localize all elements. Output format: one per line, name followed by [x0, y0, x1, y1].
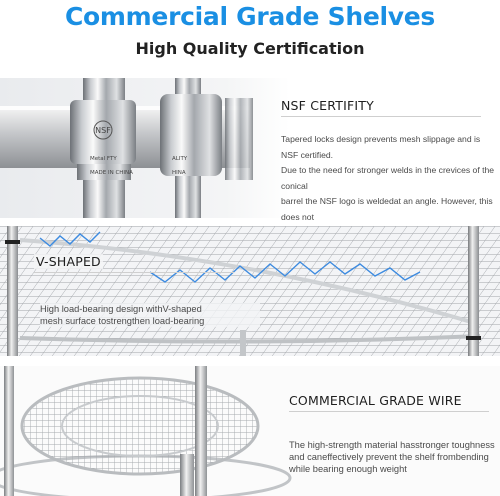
description-line: The high-strength material hasstronger toughness	[289, 440, 495, 450]
description-line: mesh surface tostrengthen load-bearing	[40, 316, 205, 326]
description-line: while bearing enough weight	[289, 464, 407, 474]
engraving-text: HINA	[172, 170, 186, 176]
description-line: Due to the need for stronger welds in the crevices of the conical	[281, 165, 495, 191]
section-title: V-SHAPED	[36, 254, 101, 269]
nsf-certifity-panel	[0, 78, 500, 222]
section-divider	[289, 411, 489, 412]
section-description	[281, 132, 496, 241]
engraving-text: MADE IN CHINA	[90, 170, 133, 176]
round-shelf-photo	[0, 366, 500, 496]
section-divider	[281, 116, 481, 117]
section-description	[40, 303, 260, 327]
v-shaped-panel	[0, 226, 500, 356]
description-line: High load-bearing design withV-shaped	[40, 304, 202, 314]
description-line: Tapered locks design prevents mesh slippage and is NSF certified.	[281, 134, 481, 160]
page-subtitle: High Quality Certification	[135, 39, 365, 58]
engraving-text: Metal FTY	[90, 156, 117, 162]
section-title: NSF CERTIFITY	[281, 98, 374, 113]
section-description	[289, 439, 499, 475]
svg-text:NSF: NSF	[95, 126, 111, 135]
wire-mesh-photo	[0, 226, 500, 356]
page-title: Commercial Grade Shelves	[65, 2, 435, 31]
section-divider	[34, 272, 234, 273]
commercial-grade-wire-panel	[0, 366, 500, 496]
section-title: COMMERCIAL GRADE WIRE	[289, 393, 462, 408]
description-line: barrel the NSF logo is weldedat an angle. However, this does not	[281, 196, 493, 222]
description-line: and caneffectively prevent the shelf frombending	[289, 452, 489, 462]
engraving-text: ALITY	[172, 156, 188, 162]
